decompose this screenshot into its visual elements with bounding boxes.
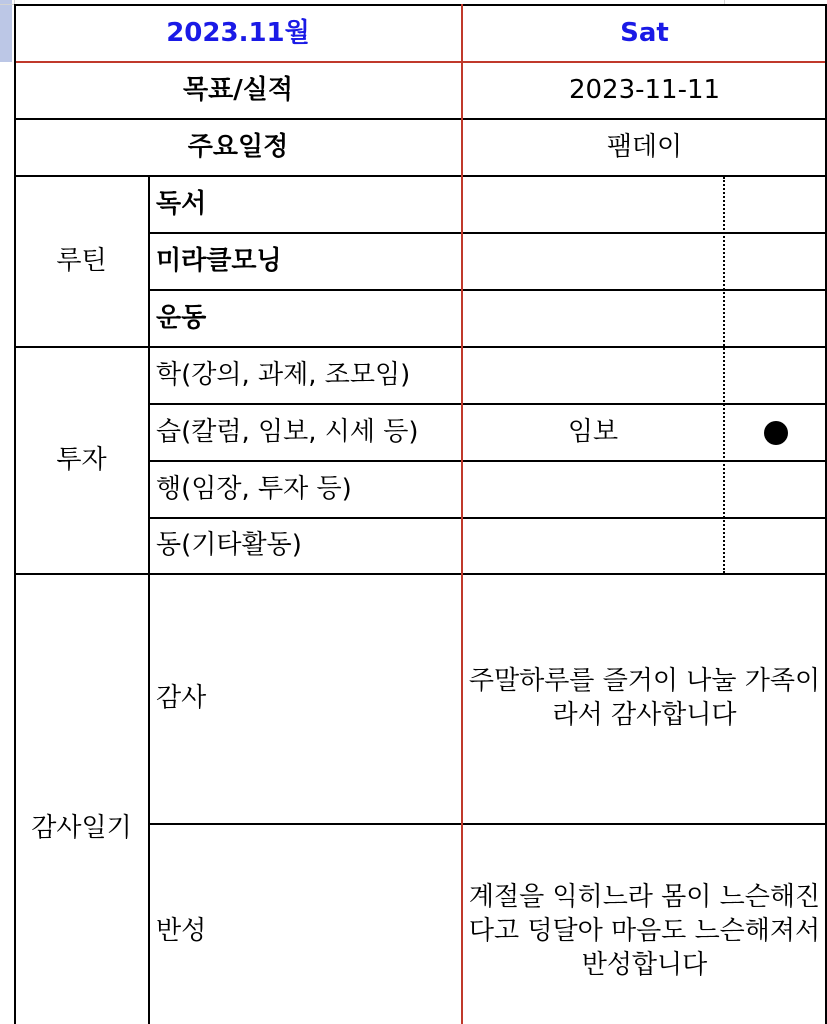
diary-group-label[interactable]: 감사일기 (31, 813, 132, 844)
reflection-text[interactable]: 계절을 익히느라 몸이 느슨해진다고 덩달아 마음도 느슨해져서 반성합니다 (468, 882, 821, 980)
gratitude-text[interactable]: 주말하루를 즐거이 나눌 가족이라서 감사합니다 (468, 666, 821, 730)
schedule-cell[interactable]: 팸데이 (606, 131, 683, 162)
investment-item-action[interactable]: 행(임장, 투자 등) (156, 473, 352, 504)
border (149, 403, 827, 405)
border (14, 4, 16, 1024)
gratitude-label[interactable]: 감사 (156, 683, 207, 714)
investment-value-practice[interactable]: 임보 (567, 416, 619, 447)
border (149, 823, 827, 825)
border (14, 4, 827, 6)
row-selection-indicator (0, 0, 12, 62)
routine-group-label[interactable]: 루틴 (56, 245, 107, 276)
header-divider-red (14, 61, 827, 63)
investment-item-practice[interactable]: 습(칼럼, 임보, 시세 등) (156, 416, 419, 447)
main-schedule-label[interactable]: 주요일정 (187, 131, 289, 162)
border (148, 175, 150, 1024)
routine-item-reading[interactable]: 독서 (156, 188, 207, 219)
routine-item-exercise[interactable]: 운동 (156, 302, 207, 333)
column-divider-red (461, 4, 463, 1024)
completion-dot (764, 421, 788, 445)
border (14, 346, 827, 348)
border (149, 460, 827, 462)
dotted-divider (723, 177, 725, 573)
border (14, 118, 827, 120)
border (14, 573, 827, 575)
border (14, 175, 827, 177)
routine-item-miracle-morning[interactable]: 미라클모닝 (156, 245, 282, 276)
date-cell[interactable]: 2023-11-11 (568, 74, 721, 105)
border (149, 289, 827, 291)
weekday-cell[interactable]: Sat (620, 17, 669, 48)
investment-group-label[interactable]: 투자 (56, 444, 107, 475)
investment-item-activity[interactable]: 동(기타활동) (156, 530, 302, 561)
month-title[interactable]: 2023.11월 (166, 17, 310, 48)
border (149, 232, 827, 234)
reflection-label[interactable]: 반성 (156, 916, 207, 947)
goal-result-label[interactable]: 목표/실적 (183, 74, 293, 105)
investment-item-study[interactable]: 학(강의, 과제, 조모임) (156, 359, 411, 390)
border (149, 517, 827, 519)
